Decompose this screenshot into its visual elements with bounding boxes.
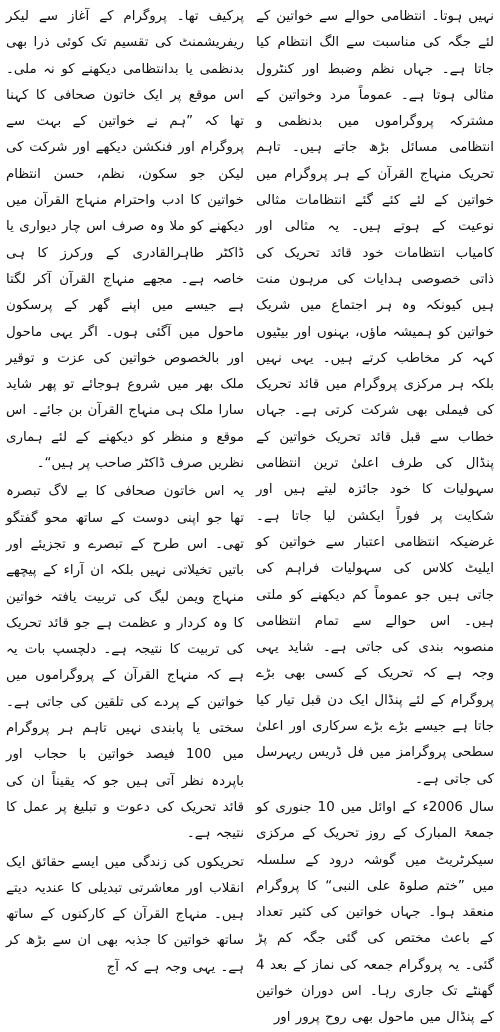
article-column-right xyxy=(256,4,494,1026)
article-paragraph: نہیں ہوتا۔ انتظامی حوالے سے خواتین کے لئے جگہ کی مناسبت سے الگ انتظام کیا جاتا ہے۔ جہاں نظم وضبط اور کنٹرول مثالی ہوتا ہے۔ عموماً مرد وخواتین کے مشترکہ پروگراموں میں بدنظمی و انتظامی مسائل بڑھ جاتے ہیں۔ تاہم تحریک منہاج القرآن کے ہر پروگرام میں خواتین کے لئے کئے گئے انتظامات مثالی نوعیت کے ہوتے ہیں۔ یہ مثالی اور کامیاب انتظامات خود قائد تحریک کی ذاتی خصوصی ہدایات کی مرہون منت ہیں کیونکہ وہ ہر اجتماع میں شریک خواتین کو ہمیشہ ماؤں، بہنوں اور بیٹیوں کہہ کر مخاطب کرتے ہیں۔ یہی نہیں بلکہ ہر مرکزی پروگرام میں قائد تحریک کی فیملی بھی شرکت کرتی ہے۔ جہاں خطاب سے قبل قائد تحریک خواتین کے پنڈال کی طرف اعلیٰ ترین انتظامی سہولیات کا خود جائزہ لیتے ہیں اور شکایت پر فوراً ایکشن لیا جاتا ہے۔ غرضیکہ انتظامی اعتبار سے خواتین کو ایلیٹ کلاس کی سہولیات فراہم کی جاتی ہیں جو عموماً کم دیکھنے کو ملتی ہیں۔ اس حوالے سے تمام انتظامی منصوبہ بندی کی جاتی ہے۔ شاید یہی وجہ ہے کہ تحریک کے کسی بھی بڑے پروگرام کے لئے پنڈال ایک دن قبل تیار کیا جاتا ہے جیسے بڑے بڑے سرکاری اور اعلیٰ سطحی پروگرامز میں فل ڈریس ریہرسل کی جاتی ہے۔ xyxy=(256,9,494,787)
article-paragraph: تحریکوں کی زندگی میں ایسے حقائق ایک انقلاب اور معاشرتی تبدیلی کا عندیہ دیتے ہیں۔ منہاج القرآن کے کارکنوں کے ساتھ ساتھ خواتین کا جذبہ بھی ان سے بڑھ کر ہے۔ یہی وجہ ہے کہ آج xyxy=(6,854,244,975)
article-column-left xyxy=(6,4,244,975)
article-paragraph: پرکیف تھا۔ پروگرام کے آغاز سے لیکر ریفریشمنٹ کی تقسیم تک کوئی ذرا بھی بدنظمی یا بدانتظامی دیکھنے کو نہ ملی۔ اس موقع پر ایک خاتون صحافی کا کہنا تھا کہ ”ہم نے خواتین کے بہت سے پروگرام اور فنکشن دیکھے اور شرکت کی لیکن جو سکون، نظم، حسن انتظام خواتین کا ادب واحترام منہاج القرآن میں دیکھنے کو ملا وہ صرف اس چار دیواری یا ڈاکٹر طاہرالقادری کے ورکرز کا ہی خاصہ ہے۔ مجھے منہاج القرآن آکر لگتا ہے جیسے میں اپنے گھر کے پرسکون ماحول میں آگئی ہوں۔ اگر یہی ماحول اور بالخصوص خواتین کی عزت و توقیر ملک بھر میں شروع ہوجائے تو پھر شاید سارا ملک ہی منہاج القرآن بن جائے۔ اس موقع و منظر کو دیکھنے کے لئے ہماری نظریں صرف ڈاکٹر صاحب پر ہیں“۔ xyxy=(6,9,244,472)
article-paragraph: سال 2006ء کے اوائل میں 10 جنوری کو جمعۃ المبارک کے روز تحریک کے مرکزی سیکرٹریٹ میں گوشہ درود کے سلسلہ میں ”ختم صلوۃ علی النبی“ کا پروگرام منعقد ہوا۔ جہاں خواتین کی کثیر تعداد کے باعث مختص کی گئی جگہ کم پڑ گئی۔ یہ پروگرام جمعہ کی نماز کے بعد 4 گھنٹے تک جاری رہا۔ اس دوران خواتین کے پنڈال میں ماحول بھی روح پرور اور xyxy=(256,799,494,1026)
article-paragraph: یہ اس خاتون صحافی کا بے لاگ تبصرہ تھا جو اپنی دوست کے ساتھ محو گفتگو تھی۔ اس طرح کے تبصرے و تجزیئے اور باتیں تخیلاتی نہیں بلکہ ان آراء کے پیچھے منہاج ویمن لیگ کی تربیت یافتہ خواتین کا وہ کردار و عظمت ہے جو قائد تحریک کی تربیت کا نتیجہ ہے۔ دلچسپ بات یہ ہے کہ منہاج القرآن کے پروگراموں میں خواتین کے پردے کی تلقین کی جاتی ہے۔ سختی یا پابندی نہیں تاہم ہر پروگرام میں 100 فیصد خواتین با حجاب اور باپردہ نظر آتی ہیں جو کہ یقیناً ان کی قائد تحریک کی دعوت و تبلیغ پر عمل کا نتیجہ ہے۔ xyxy=(6,484,244,842)
